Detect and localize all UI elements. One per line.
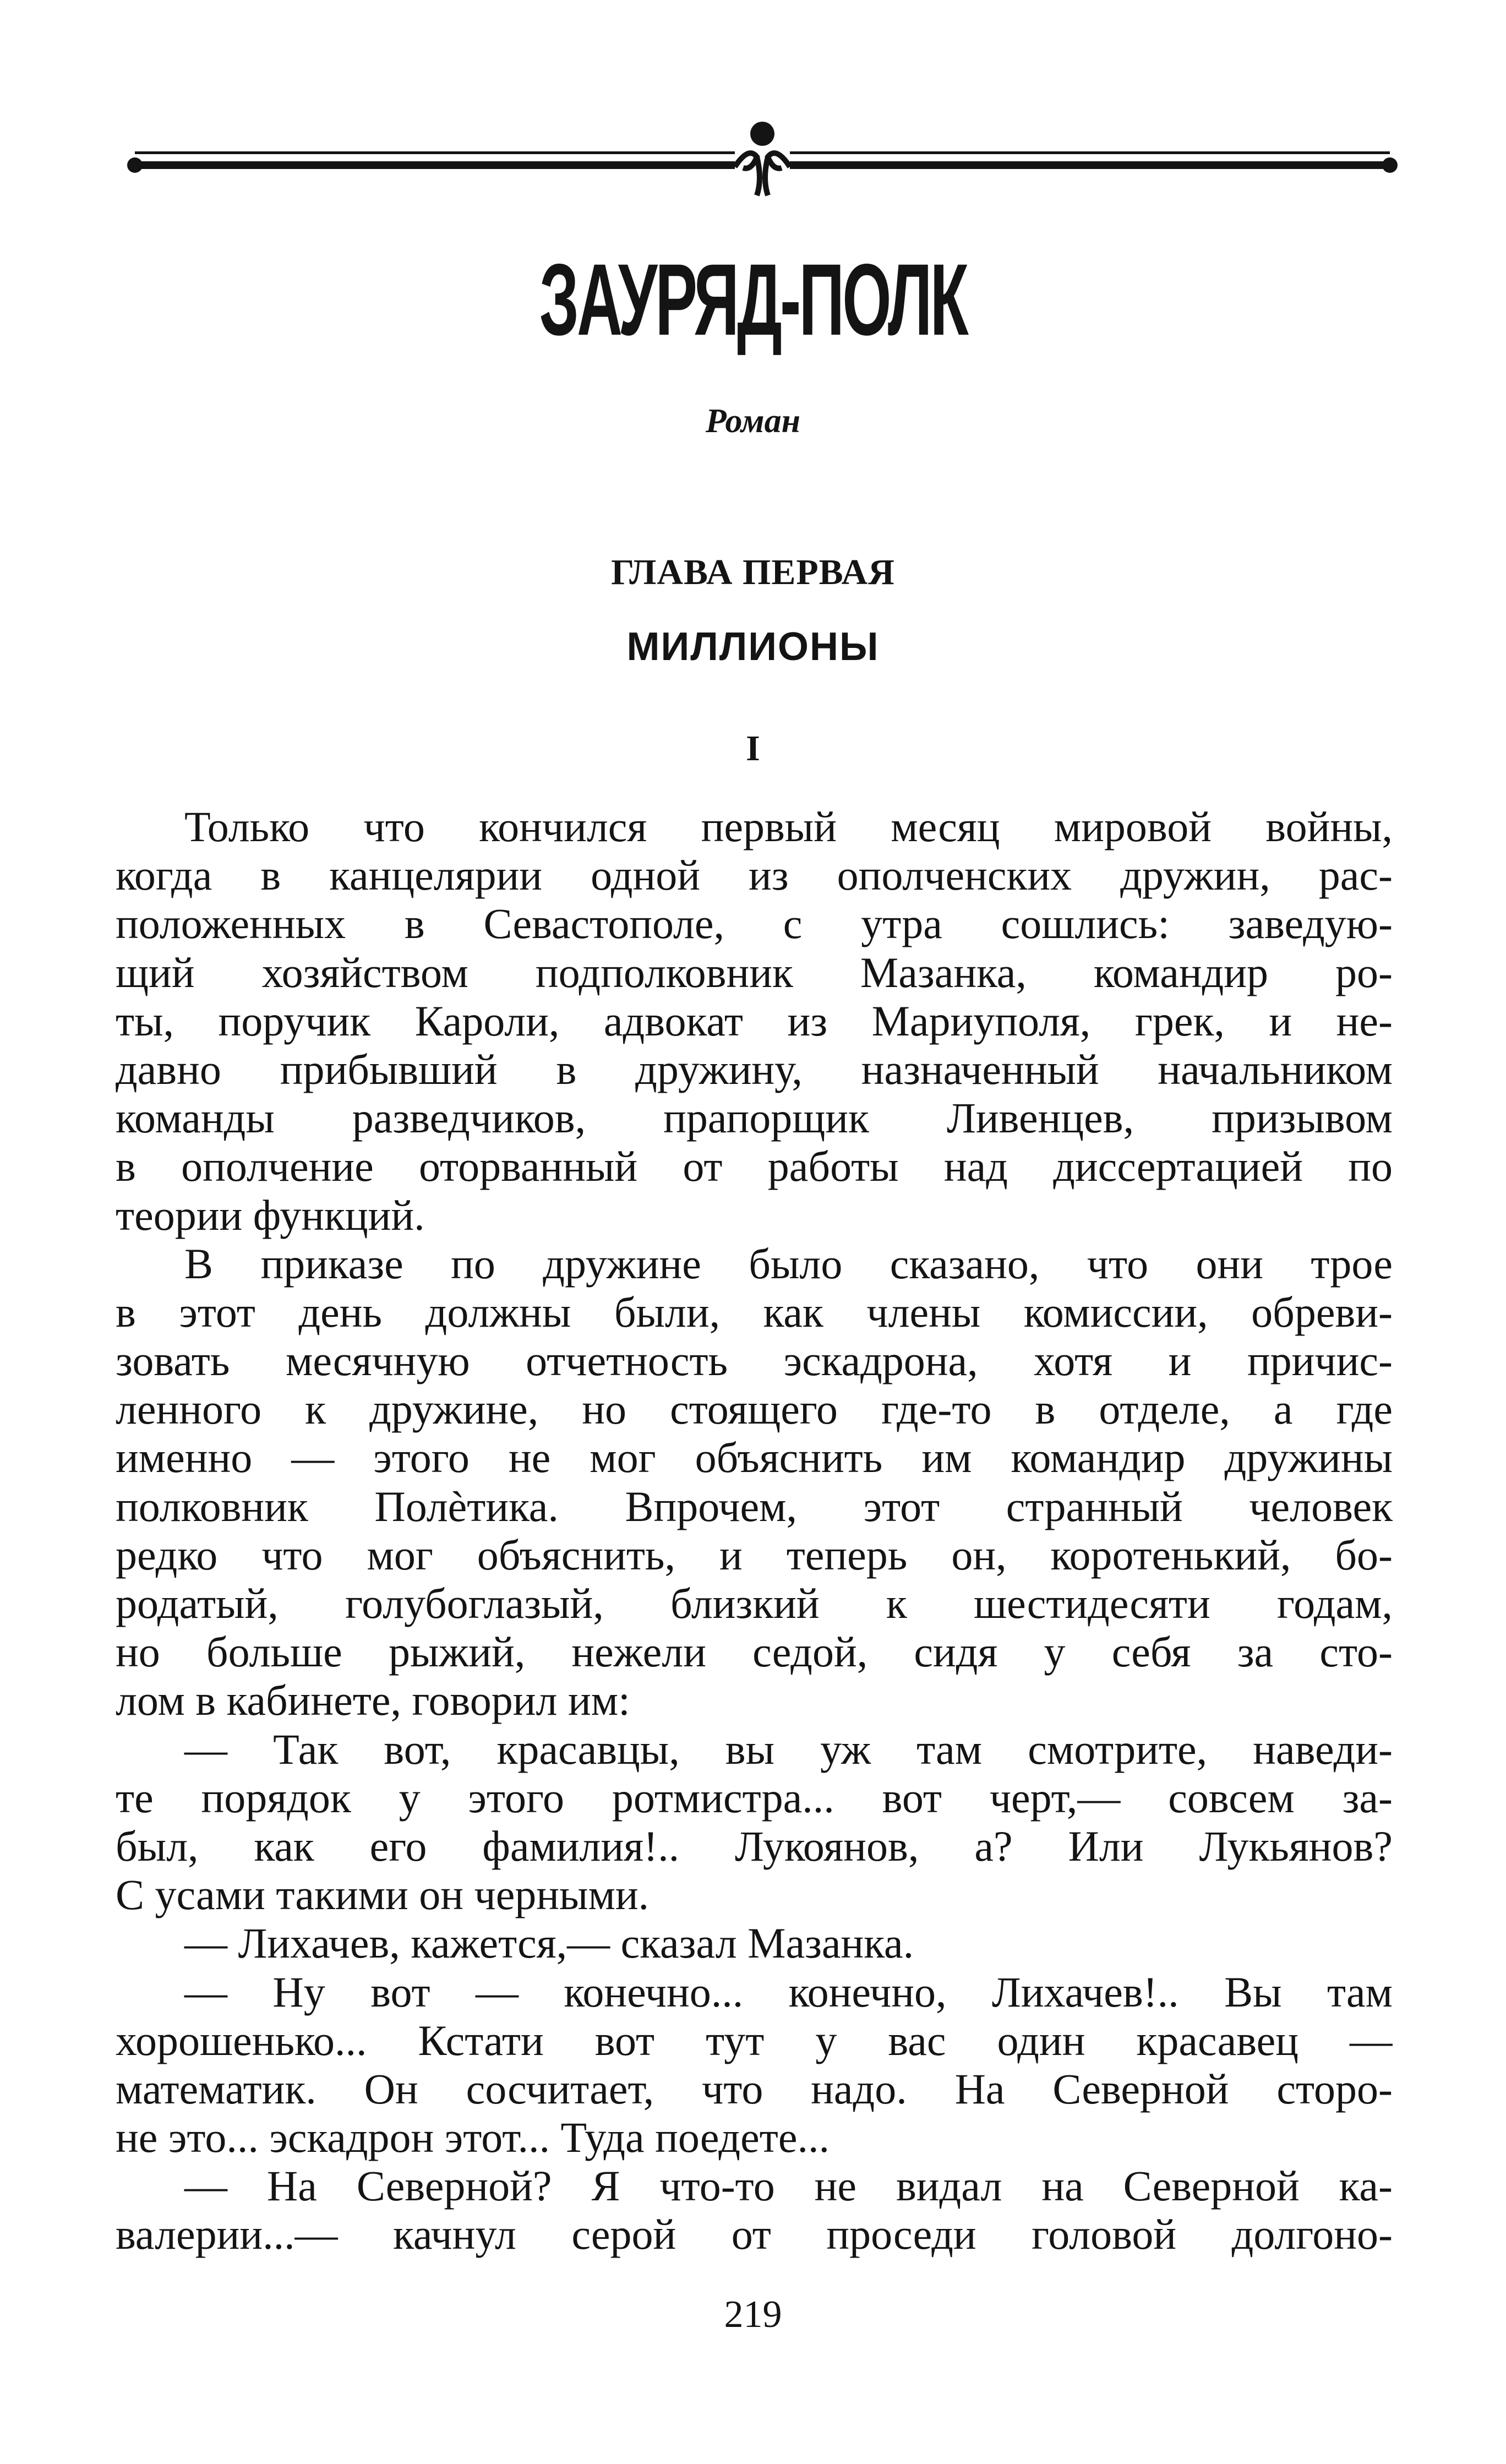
text-line: но больше рыжий, нежели седой, сидя у себя за сто- [116, 1628, 1393, 1676]
text-line: положенных в Севастополе, с утра сошлись: заведую- [116, 900, 1393, 948]
section-number: I [746, 728, 760, 768]
text-line: редко что мог объяснить, и теперь он, коротенький, бо- [116, 1530, 1393, 1579]
page-number: 219 [724, 2293, 782, 2336]
text-line: хорошенько... Кстати вот тут у вас один красавец — [116, 2016, 1393, 2064]
text-line: ты, поручик Кароли, адвокат из Мариуполя, грек, и не- [116, 996, 1393, 1045]
text-line: валерии...— качнул серой от проседи головой долгоно- [116, 2210, 1393, 2259]
text-line: ленного к дружине, но стоящего где-то в отделе, а где [116, 1385, 1393, 1433]
text-line: полковник Полѐтика. Впрочем, этот странный человек [116, 1482, 1393, 1530]
text-line: математик. Он сосчитает, что надо. На Северной сторо- [116, 2064, 1393, 2113]
text-line: был, как его фамилия!.. Лукоянов, а? Или Лукьянов? [116, 1822, 1393, 1870]
body-text [116, 803, 1393, 2259]
text-line: команды разведчиков, прапорщик Ливенцев, призывом [116, 1094, 1393, 1142]
text-line: щий хозяйством подполковник Мазанка, командир ро- [116, 948, 1393, 996]
chapter-label: ГЛАВА ПЕРВАЯ [611, 552, 895, 592]
text-line: — Так вот, красавцы, вы уж там смотрите, наведи- [184, 1725, 1393, 1773]
text-line: — Ну вот — конечно... конечно, Лихачев!.. Вы там [184, 1967, 1393, 2016]
book-title: ЗАУРЯД-ПОЛК [539, 243, 967, 357]
text-line: в этот день должны были, как члены комиссии, обреви- [116, 1288, 1393, 1336]
text-line: лом в кабинете, говорил им: [116, 1676, 630, 1725]
text-line: — Лихачев, кажется,— сказал Мазанка. [184, 1919, 914, 1967]
book-subtitle: Роман [705, 402, 801, 440]
text-line: когда в канцелярии одной из ополченских дружин, рас- [116, 851, 1393, 900]
header-ornament [118, 118, 1406, 201]
text-line: теории функций. [116, 1191, 425, 1239]
text-line: те порядок у этого ротмистра... вот черт,— совсем за- [116, 1773, 1393, 1822]
chapter-title: МИЛЛИОНЫ [626, 625, 880, 669]
text-line: Только что кончился первый месяц мировой войны, [184, 803, 1393, 851]
text-line: зовать месячную отчетность эскадрона, хотя и причис- [116, 1337, 1393, 1385]
text-line: давно прибывший в дружину, назначенный начальником [116, 1045, 1393, 1093]
text-line: именно — этого не мог объяснить им командир дружины [116, 1433, 1393, 1482]
text-line: С усами такими он черными. [116, 1871, 650, 1919]
text-line: не это... эскадрон этот... Туда поедете... [116, 2113, 830, 2162]
text-line: В приказе по дружине было сказано, что они трое [184, 1239, 1393, 1288]
text-line: родатый, голубоглазый, близкий к шестидесяти годам, [116, 1579, 1393, 1627]
text-line: — На Северной? Я что-то не видал на Северной ка- [184, 2162, 1393, 2210]
text-line: в ополчение оторванный от работы над диссертацией по [116, 1142, 1393, 1191]
